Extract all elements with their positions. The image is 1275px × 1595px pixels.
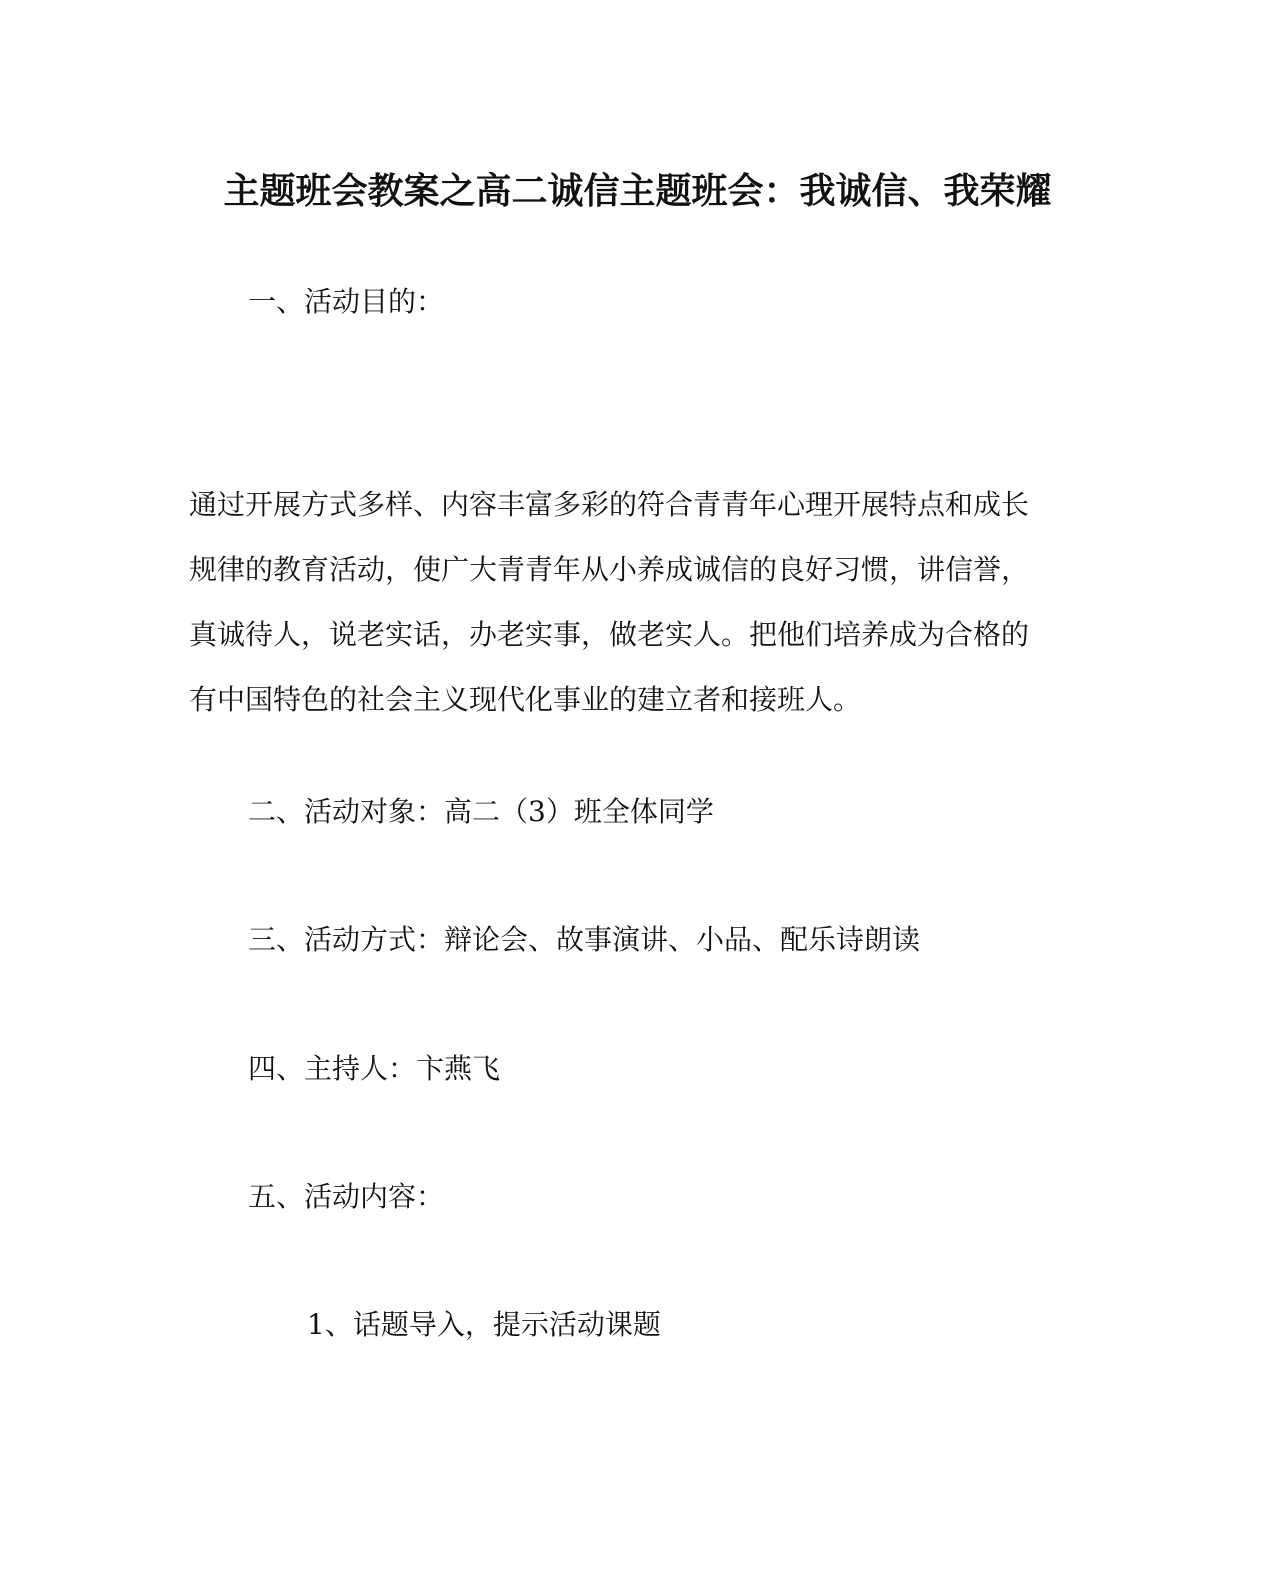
paragraph-line: 规律的教育活动，使广大青青年从小养成诚信的良好习惯，讲信誉， [189, 553, 1030, 586]
content-item-1: 1、话题导入，提示活动课题 [307, 1308, 661, 1341]
paragraph-line: 真诚待人，说老实话，办老实事，做老实人。把他们培养成为合格的 [189, 618, 1030, 651]
section-content-heading: 五、活动内容： [248, 1180, 445, 1213]
document-title: 主题班会教案之高二诚信主题班会：我诚信、我荣耀 [223, 170, 1052, 212]
paragraph-line: 通过开展方式多样、内容丰富多彩的符合青青年心理开展特点和成长 [189, 488, 1030, 521]
purpose-paragraph [189, 485, 1069, 745]
section-method: 三、活动方式：辩论会、故事演讲、小品、配乐诗朗读 [248, 923, 921, 956]
section-host: 四、主持人：卞燕飞 [248, 1052, 501, 1085]
paragraph-line: 有中国特色的社会主义现代化事业的建立者和接班人。 [189, 683, 862, 716]
section-purpose-heading: 一、活动目的： [248, 285, 445, 318]
section-target: 二、活动对象：高二（3）班全体同学 [248, 795, 714, 828]
